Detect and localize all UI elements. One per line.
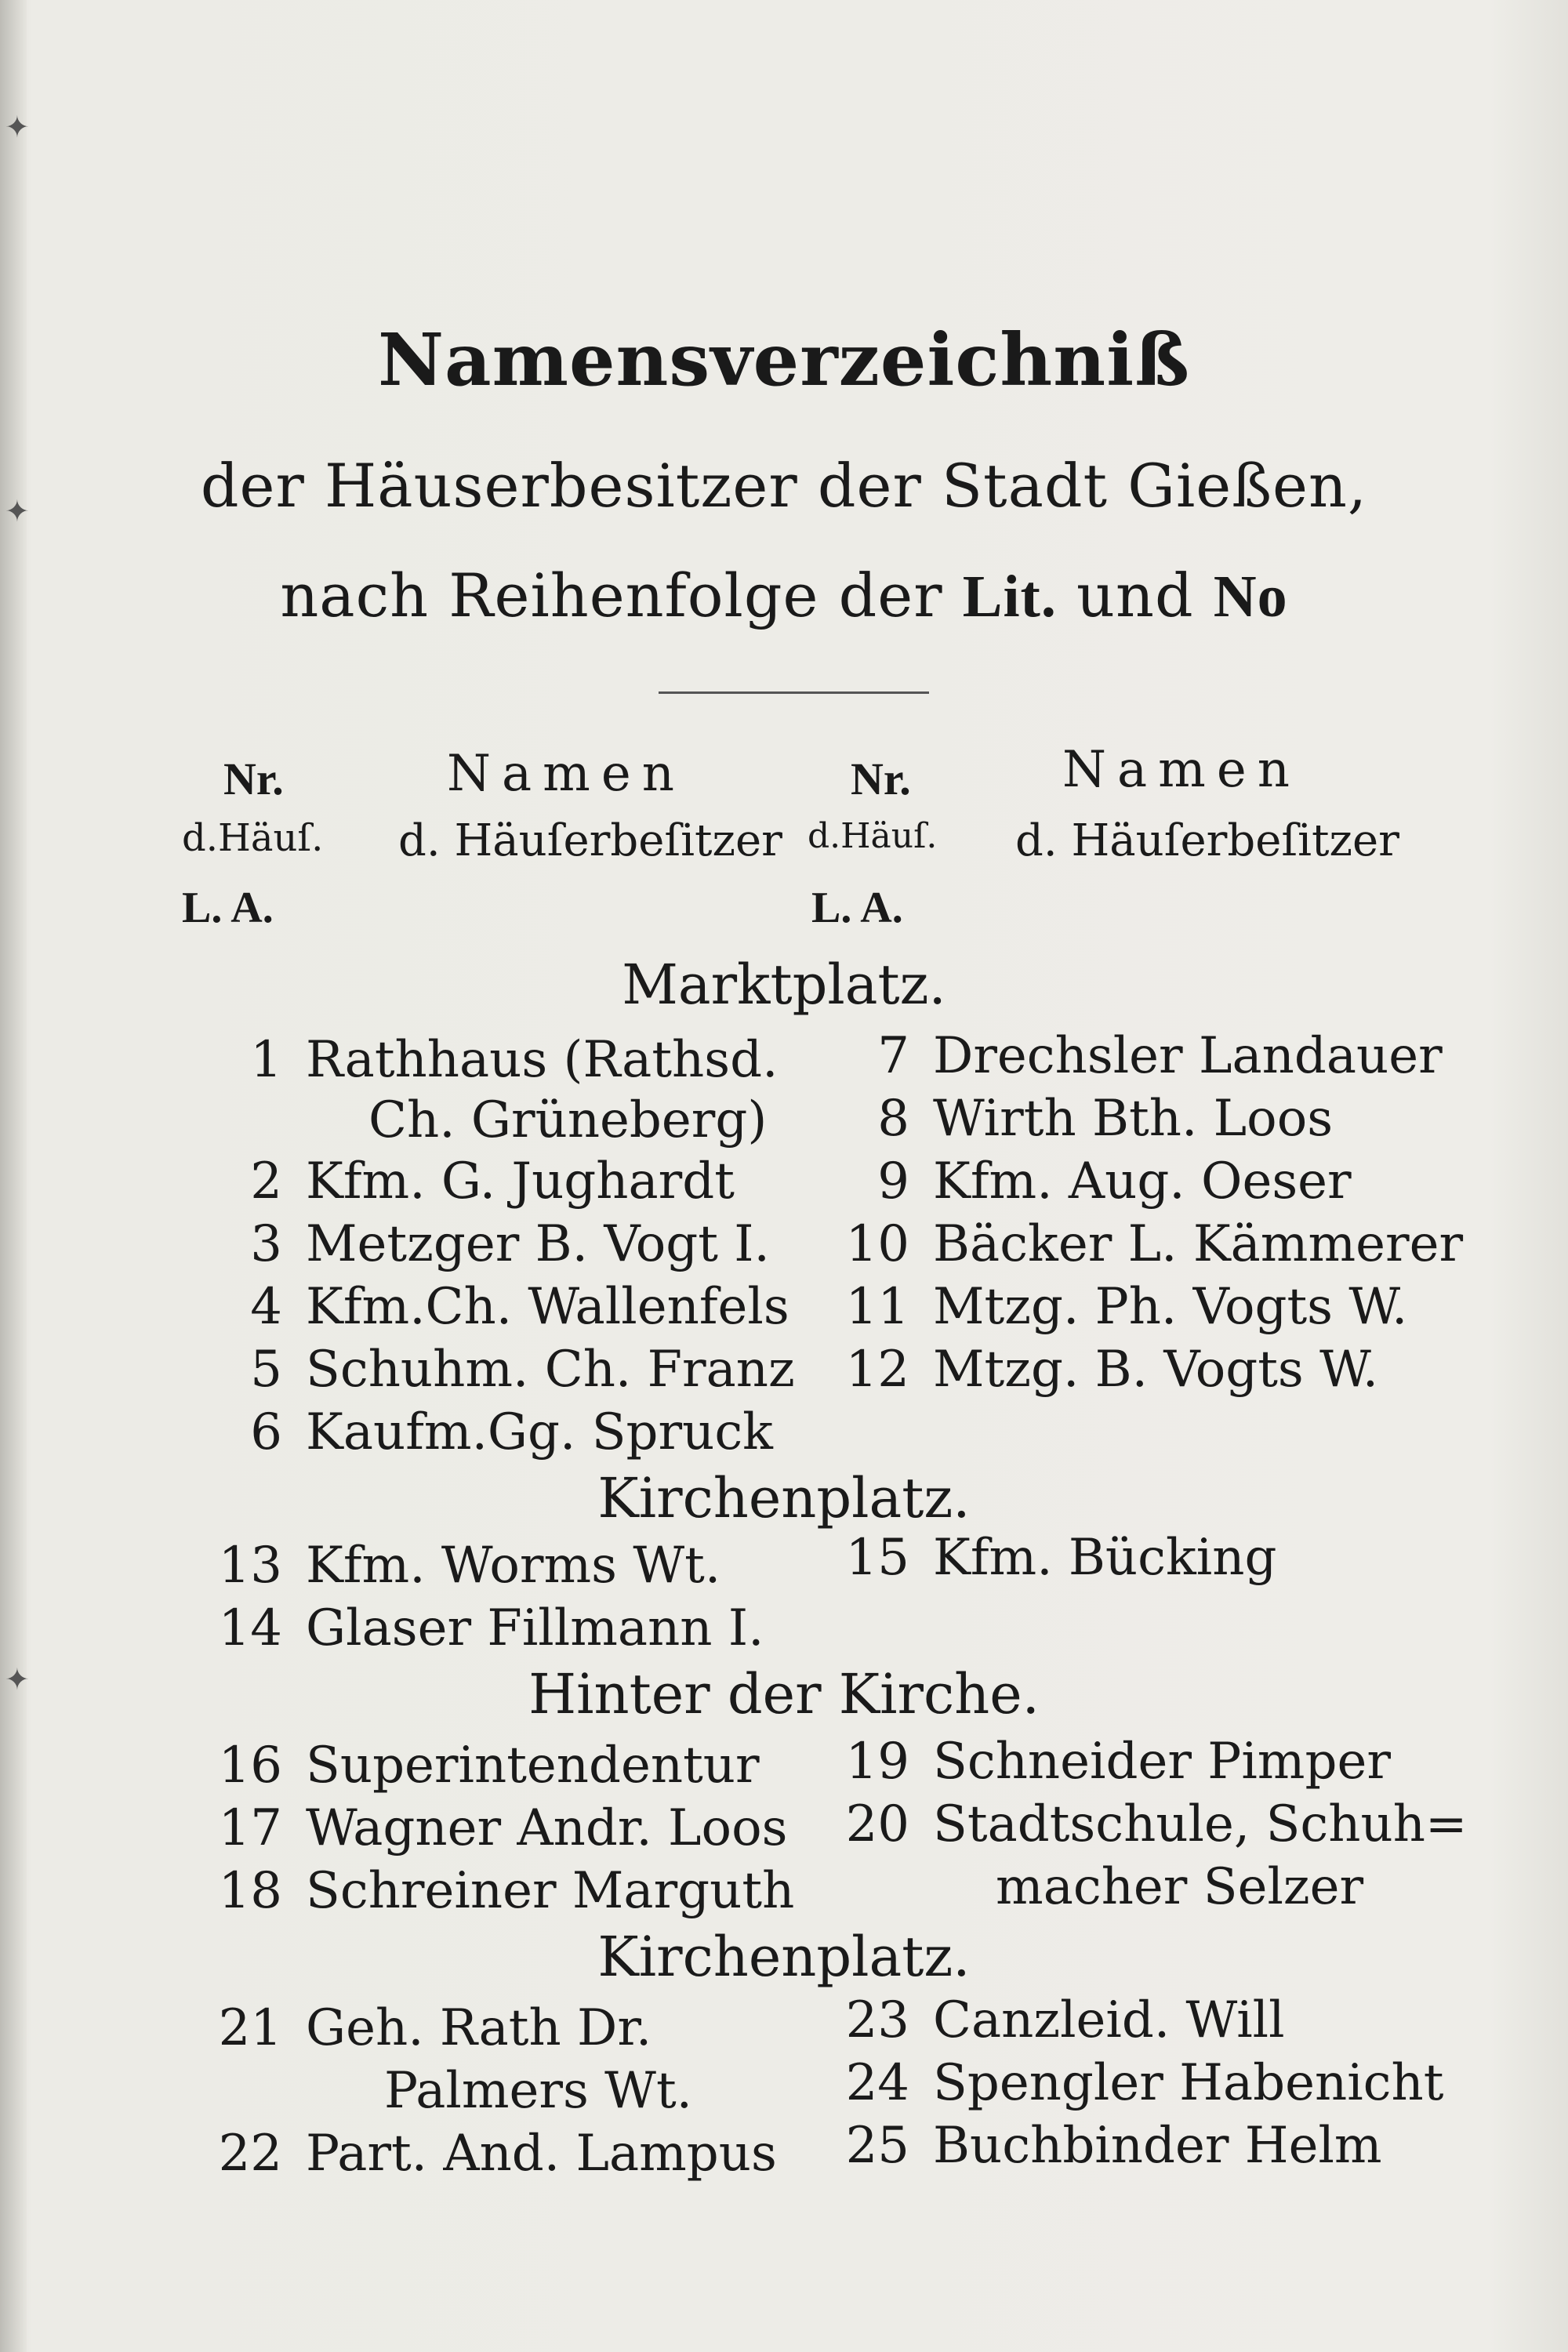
house-number: 3 — [250, 1215, 282, 1273]
owner-name: Kfm.Ch. Wallenfels — [306, 1278, 789, 1336]
subtitle-line-2-text: nach Reihenfolge der — [280, 561, 943, 630]
owner-name: Kaufm.Gg. Spruck — [306, 1403, 773, 1461]
owner-name: macher Selzer — [996, 1858, 1364, 1916]
header-besitzer-right: d. Häuſerbeſitzer — [1015, 815, 1399, 866]
section-title-kirchenplatz: Kirchenplatz. — [597, 1466, 971, 1530]
owner-name: Spengler Habenicht — [933, 2054, 1444, 2112]
house-number: 1 — [250, 1031, 282, 1089]
header-dhaeus-left: d.Häuſ. — [182, 816, 324, 860]
owner-name: Mtzg. Ph. Vogts W. — [933, 1278, 1408, 1336]
owner-name: Kfm. Aug. Oeser — [933, 1152, 1352, 1210]
house-number: 5 — [250, 1341, 282, 1399]
owner-name: Superintendentur — [306, 1737, 760, 1795]
owner-name: Mtzg. B. Vogts W. — [933, 1341, 1379, 1399]
header-namen-left: Namen — [447, 745, 685, 803]
binding-mark: ✦ — [5, 494, 30, 528]
owner-name: Rathhaus (Rathsd. — [306, 1031, 779, 1089]
owner-name: Canzleid. Will — [933, 1991, 1285, 2049]
owner-name: Wagner Andr. Loos — [306, 1799, 788, 1857]
owner-name: Kfm. G. Jughardt — [306, 1152, 735, 1210]
owner-name: Kfm. Bücking — [933, 1529, 1277, 1587]
subtitle-line-1: der Häuserbesitzer der Stadt Gießen, — [200, 451, 1368, 521]
owner-name: Palmers Wt. — [384, 2062, 692, 2120]
owner-name: Buchbinder Helm — [933, 2117, 1382, 2175]
owner-name: Ch. Grüneberg) — [368, 1091, 768, 1149]
house-number: 6 — [250, 1403, 282, 1461]
house-number: 10 — [845, 1215, 909, 1273]
owner-name: Glaser Fillmann I. — [306, 1599, 764, 1657]
house-number: 11 — [845, 1278, 909, 1336]
house-number: 9 — [877, 1152, 909, 1210]
header-dhaeus-right: d.Häuſ. — [808, 816, 938, 856]
house-number: 15 — [845, 1529, 909, 1587]
header-la-right: L. A. — [811, 884, 903, 932]
owner-name: Wirth Bth. Loos — [933, 1090, 1334, 1148]
house-number: 21 — [218, 1999, 282, 2057]
owner-name: Schreiner Marguth — [306, 1862, 795, 1920]
subtitle-no: No — [1213, 564, 1288, 630]
section-title-marktplatz: Marktplatz. — [622, 953, 946, 1017]
page-title: Namensverzeichniß — [377, 318, 1191, 402]
section-title-kirchenplatz-2: Kirchenplatz. — [597, 1925, 971, 1989]
owner-name: Bäcker L. Kämmerer — [933, 1215, 1464, 1273]
house-number: 4 — [250, 1278, 282, 1336]
binding-mark: ✦ — [5, 110, 30, 144]
owner-name: Part. And. Lampus — [306, 2125, 777, 2183]
house-number: 18 — [218, 1862, 282, 1920]
house-number: 17 — [218, 1799, 282, 1857]
subtitle-lit: Lit. — [962, 564, 1057, 630]
title-divider — [659, 691, 929, 694]
house-number: 8 — [877, 1090, 909, 1148]
subtitle-line-2 — [0, 561, 1568, 631]
house-number: 2 — [250, 1152, 282, 1210]
house-number: 19 — [845, 1733, 909, 1791]
header-besitzer-left: d. Häuſerbeſitzer — [398, 815, 782, 866]
owner-name: Geh. Rath Dr. — [306, 1999, 652, 2057]
house-number: 25 — [845, 2117, 909, 2175]
owner-name: Schneider Pimper — [933, 1733, 1391, 1791]
header-nr-right: Nr. — [851, 753, 911, 804]
house-number: 24 — [845, 2054, 909, 2112]
owner-name: Stadtschule, Schuh= — [933, 1795, 1468, 1853]
owner-name: Kfm. Worms Wt. — [306, 1537, 721, 1595]
binding-mark: ✦ — [5, 1662, 30, 1697]
owner-name: Drechsler Landauer — [933, 1027, 1443, 1085]
house-number: 22 — [218, 2125, 282, 2183]
header-namen-right: Namen — [1062, 741, 1301, 799]
header-la-left: L. A. — [182, 884, 274, 932]
section-title-hinter-der-kirche: Hinter der Kirche. — [528, 1662, 1040, 1726]
house-number: 23 — [845, 1991, 909, 2049]
header-nr-left: Nr. — [223, 753, 284, 804]
house-number: 20 — [845, 1795, 909, 1853]
house-number: 7 — [877, 1027, 909, 1085]
house-number: 16 — [218, 1737, 282, 1795]
house-number: 13 — [218, 1537, 282, 1595]
owner-name: Metzger B. Vogt I. — [306, 1215, 770, 1273]
subtitle-und: und — [1076, 561, 1194, 630]
house-number: 12 — [845, 1341, 909, 1399]
house-number: 14 — [218, 1599, 282, 1657]
owner-name: Schuhm. Ch. Franz — [306, 1341, 795, 1399]
